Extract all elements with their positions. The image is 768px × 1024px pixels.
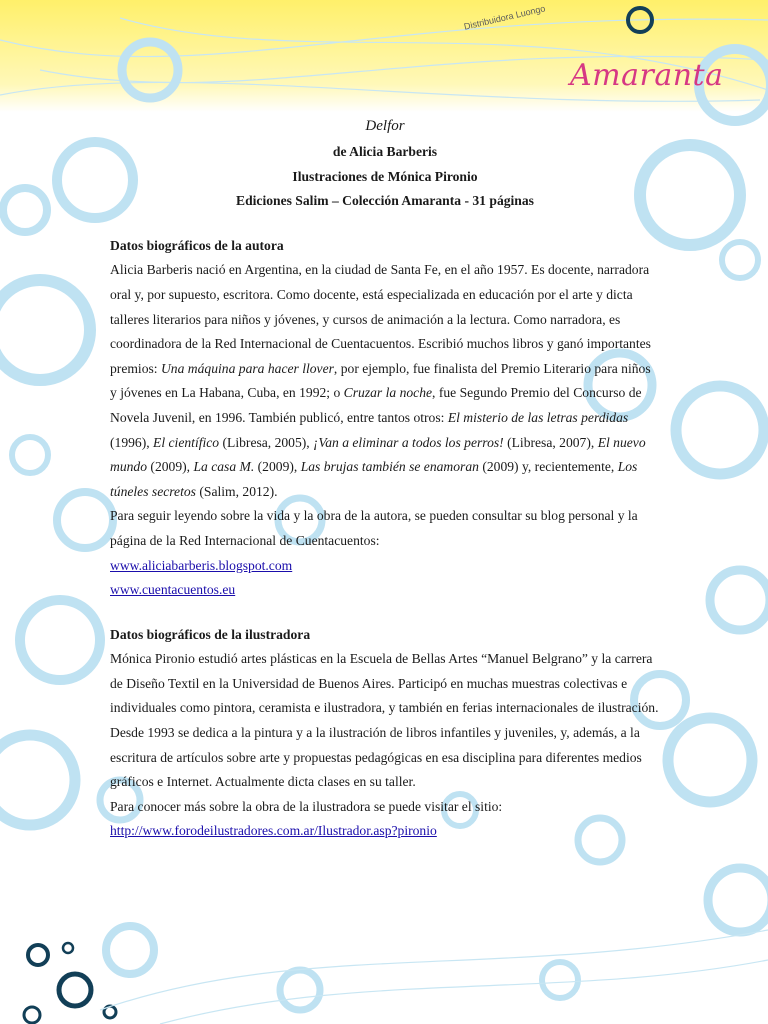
- author-blog-link[interactable]: www.aliciabarberis.blogspot.com: [110, 557, 293, 573]
- illustrator-line: Ilustraciones de Mónica Pironio: [292, 168, 478, 184]
- author-section-heading: Datos biográficos de la autora: [110, 237, 284, 253]
- illustrator-more-info: Para conocer más sobre la obra de la ilustradora se puede visitar el sitio:: [110, 798, 503, 814]
- book-title: Delfor: [365, 118, 405, 134]
- author-line: de Alicia Barberis: [332, 144, 438, 159]
- publisher-line: Ediciones Salim – Colección Amaranta - 31 páginas: [236, 193, 534, 209]
- amaranta-logo: Amaranta: [570, 58, 724, 93]
- distributor-label: Distribuidora Luongo: [463, 3, 547, 32]
- author-biography: Alicia Barberis nació en Argentina, en la ciudad de Santa Fe, en el año 1957. Es docente, narradora oral y, por supuesto, escritora. Como docente, está especializada en educación por el arte y dicta talleres literarios para niños y jóvenes, y cursos de animación a la lectura. Como narradora, es coordinadora de la Red Internacional de Cuentacuentos. Escribió muchos libros y ganó importantes premios: Una máquina para hacer llover, por ejemplo, fue finalista del Premio Literario para niños y jóvenes en La Habana, Cuba, en 1992; o Cruzar la noche, fue Segundo Premio del Concurso de Novela Juvenil, en 1996. También publicó, entre tantos otros: El misterio de las letras perdidas (1996), El científico (Libresa, 2005), ¡Van a eliminar a todos los perros! (Libresa, 2007), El nuevo mundo (2009), La casa M. (2009), Las brujas también se enamoran (2009) y, recientemente, Los túneles secretos (Salim, 2012).: [110, 262, 651, 499]
- cuentacuentos-link[interactable]: www.cuentacuentos.eu: [110, 582, 236, 598]
- document-body: [110, 112, 660, 844]
- illustrator-site-link[interactable]: http://www.forodeilustradores.com.ar/Ilustrador.asp?pironio: [110, 823, 437, 839]
- illustrator-section-heading: Datos biográficos de la ilustradora: [110, 626, 311, 642]
- footer-swirls: [100, 930, 768, 1024]
- illustrator-biography: Mónica Pironio estudió artes plásticas en la Escuela de Bellas Artes “Manuel Belgrano” y la carrera de Diseño Textil en la Universidad de Buenos Aires. Participó en muchas muestras colectivas e individuales como pintora, ceramista e ilustradora, y también en ferias internacionales de ilustración. Desde 1993 se dedica a la pintura y a la ilustración de libros infantiles y juveniles, y, además, a la escritura de artículos sobre arte y propuestas pedagógicas en esa disciplina para diferentes medios gráficos e Internet. Actualmente dicta clases en su taller.: [110, 651, 659, 790]
- author-more-info: Para seguir leyendo sobre la vida y la obra de la autora, se pueden consultar su blog personal y la página de la Red Internacional de Cuentacuentos:: [110, 508, 638, 548]
